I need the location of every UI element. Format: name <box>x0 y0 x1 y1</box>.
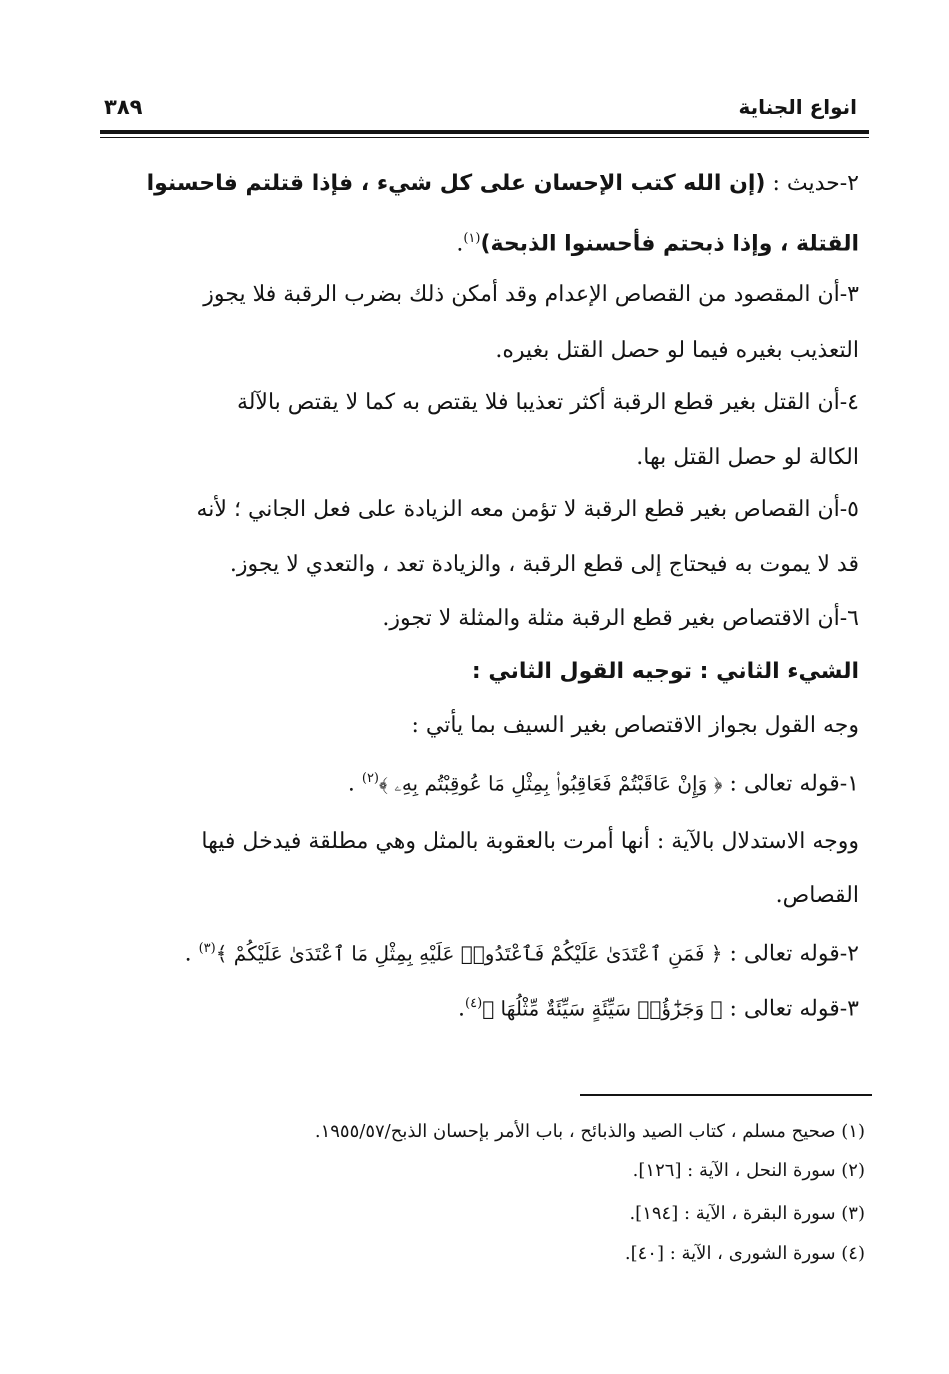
point-4-line-1: ٤-أن القتل بغير قطع الرقبة أكثر تعذيبا فلا يقتص به كما لا يقتص بالآلة <box>236 390 859 415</box>
point-3-line-1: ٣-أن المقصود من القصاص الإعدام وقد أمكن ذلك بضرب الرقبة فلا يجوز <box>203 282 859 307</box>
verse-2-end: . <box>184 941 199 967</box>
point-5-line-2: قد لا يموت به فيحتاج إلى قطع الرقبة ، والزيادة تعد ، والتعدي لا يجوز. <box>229 552 859 577</box>
footnote-ref-4: (٤) <box>465 996 483 1011</box>
verse-1-end: . <box>347 771 362 797</box>
footnote-separator <box>580 1094 872 1096</box>
verse-1-prefix: ١-قوله تعالى : <box>722 771 859 797</box>
verse-2-text: ﴿ فَمَنِ ٱعْتَدَىٰ عَلَيْكُمْ فَٱعْتَدُوا۟ عَلَيْهِ بِمِثْلِ مَا ٱعْتَدَىٰ عَلَيْكُمْ ﴾ <box>215 941 723 966</box>
hadith-text-line-2: القتلة ، وإذا ذبحتم فأحسنوا الذبحة) <box>480 231 859 257</box>
point-4-line-2: الكالة لو حصل القتل بها. <box>636 445 859 470</box>
header-rule-thin <box>100 137 869 138</box>
istidlal-line-1: ووجه الاستدلال بالآية : أنها أمرت بالعقوبة بالمثل وهي مطلقة فيدخل فيها <box>201 829 859 854</box>
point-2-line-1 <box>147 168 859 200</box>
section-heading: الشيء الثاني : توجيه القول الثاني : <box>471 659 859 684</box>
verse-1-text: ﴿ وَإِنْ عَاقَبْتُمْ فَعَاقِبُوا۟ بِمِثْلِ مَا عُوقِبْتُم بِهِۦ ﴾ <box>379 771 723 796</box>
running-header-title: انواع الجناية <box>738 95 857 119</box>
footnote-3: (٣) سورة البقرة ، الآية : [١٩٤]. <box>629 1203 865 1224</box>
footnote-ref-3: (٣) <box>198 941 216 956</box>
hadith-text-line-1: (إن الله كتب الإحسان على كل شيء ، فإذا قتلتم فاحسنوا <box>146 171 766 196</box>
point-2-prefix: ٢-حديث : <box>765 171 859 196</box>
verse-2-prefix: ٢-قوله تعالى : <box>722 941 859 967</box>
point-2-end: . <box>456 231 464 257</box>
verse-1-line <box>348 763 859 800</box>
footnote-4: (٤) سورة الشورى ، الآية : [٤٠]. <box>624 1243 865 1264</box>
header-rule-thick <box>100 130 869 134</box>
point-6-line: ٦-أن الاقتصاص بغير قطع الرقبة مثلة والمثلة لا تجوز. <box>382 606 859 631</box>
footnote-1: (١) صحيح مسلم ، كتاب الصيد والذبائح ، باب الأمر بإحسان الذبح/١٩٥٥/٥٧. <box>314 1121 865 1142</box>
verse-3-end: . <box>458 996 466 1022</box>
verse-3-line <box>458 988 859 1025</box>
verse-3-text: ﴿ وَجَزَٰٓؤُا۟ سَيِّئَةٍ سَيِّئَةٌ مِّثْلُهَا ﴾ <box>482 996 723 1021</box>
point-2-line-2 <box>456 223 859 260</box>
point-3-line-2: التعذيب بغيره فيما لو حصل القتل بغيره. <box>495 338 859 363</box>
verse-3-prefix: ٣-قوله تعالى : <box>722 996 859 1022</box>
istidlal-line-2: القصاص. <box>775 883 859 908</box>
point-5-line-1: ٥-أن القصاص بغير قطع الرقبة لا تؤمن معه الزيادة على فعل الجاني ؛ لأنه <box>196 497 859 522</box>
intro-line: وجه القول بجواز الاقتصاص بغير السيف بما يأتي : <box>411 713 859 738</box>
footnote-ref-1: (١) <box>463 231 481 246</box>
footnote-ref-2: (٢) <box>361 771 379 786</box>
verse-2-line <box>185 933 859 970</box>
page-number: ٣٨٩ <box>104 95 143 119</box>
footnote-2: (٢) سورة النحل ، الآية : [١٢٦]. <box>632 1160 865 1181</box>
